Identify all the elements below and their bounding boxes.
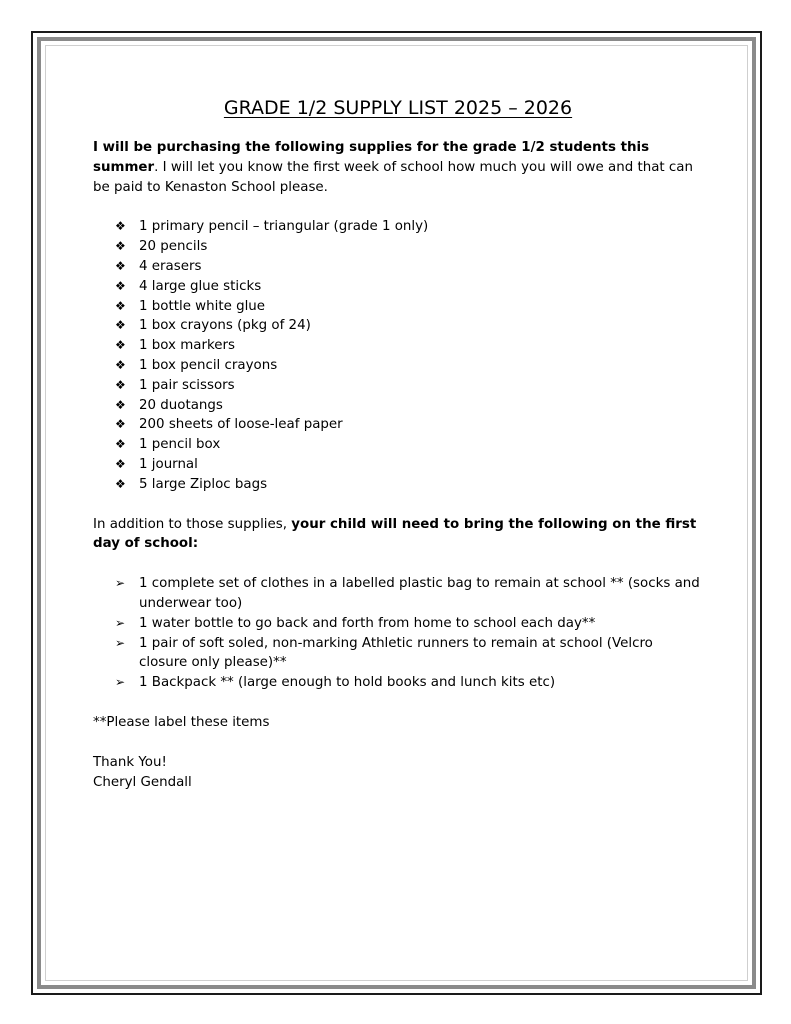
supply-item-text: 1 box crayons (pkg of 24): [139, 318, 311, 334]
supply-item-text: 1 pair scissors: [139, 377, 235, 393]
diamond-bullet-icon: ❖: [115, 397, 126, 412]
supply-item-text: 1 bottle white glue: [139, 298, 266, 314]
addition-plain-text: In addition to those supplies,: [93, 516, 292, 532]
supply-item-text: 1 box pencil crayons: [139, 357, 278, 373]
arrow-bullet-icon: ➢: [115, 576, 126, 591]
thanks-text: Thank You!: [93, 754, 167, 770]
supply-item-text: 200 sheets of loose-leaf paper: [139, 417, 343, 433]
diamond-bullet-icon: ❖: [115, 377, 126, 392]
supply-item-text: 1 box markers: [139, 338, 235, 354]
supply-item: [93, 316, 703, 336]
supplies-list: [93, 217, 703, 494]
supply-item: [93, 435, 703, 455]
bring-item: [93, 614, 703, 634]
arrow-bullet-icon: ➢: [115, 635, 126, 650]
supply-item-text: 1 journal: [139, 456, 198, 472]
diamond-bullet-icon: ❖: [115, 417, 126, 432]
bring-item-text: 1 water bottle to go back and forth from home to school each day**: [139, 615, 596, 631]
bring-item: [93, 673, 703, 693]
supply-item-text: 4 large glue sticks: [139, 278, 262, 294]
supply-item: [93, 455, 703, 475]
supply-item: [93, 336, 703, 356]
supply-item: [93, 356, 703, 376]
bring-items-list: [93, 574, 703, 693]
diamond-bullet-icon: ❖: [115, 239, 126, 254]
diamond-bullet-icon: ❖: [115, 298, 126, 313]
addition-bold-text: your child will need to bring the following on the first day of school:: [93, 516, 697, 552]
label-note: **Please label these items: [93, 714, 270, 730]
intro-paragraph: [93, 138, 703, 197]
diamond-bullet-icon: ❖: [115, 278, 126, 293]
bring-item-text: 1 Backpack ** (large enough to hold books and lunch kits etc): [139, 675, 556, 691]
arrow-bullet-icon: ➢: [115, 615, 126, 630]
diamond-bullet-icon: ❖: [115, 476, 126, 491]
supply-item-text: 20 pencils: [139, 239, 208, 255]
supply-item: [93, 376, 703, 396]
supply-item: [93, 237, 703, 257]
bring-item-text: 1 complete set of clothes in a labelled plastic bag to remain at school ** (socks and underwear too): [139, 576, 700, 611]
supply-item: [93, 396, 703, 416]
supply-item-text: 1 pencil box: [139, 437, 221, 453]
intro-rest-text: . I will let you know the first week of school how much you will owe and that can be paid to Kenaston School please.: [93, 159, 693, 195]
diamond-bullet-icon: ❖: [115, 456, 126, 471]
bring-item-text: 1 pair of soft soled, non-marking Athletic runners to remain at school (Velcro closure only please)**: [139, 635, 653, 671]
document-body: [93, 95, 703, 792]
supply-item: [93, 217, 703, 237]
diamond-bullet-icon: ❖: [115, 357, 126, 372]
diamond-bullet-icon: ❖: [115, 258, 126, 273]
supply-item: [93, 277, 703, 297]
diamond-bullet-icon: ❖: [115, 219, 126, 234]
supply-item-text: 5 large Ziploc bags: [139, 476, 268, 492]
addition-paragraph: [93, 515, 703, 555]
supply-item-text: 4 erasers: [139, 258, 202, 274]
supply-item-text: 1 primary pencil – triangular (grade 1 only): [139, 219, 429, 235]
spacer: [93, 733, 703, 753]
bring-item: [93, 574, 703, 614]
intro-bold-text: I will be purchasing the following supplies for the grade 1/2 students this summer: [93, 140, 650, 175]
supply-item: [93, 257, 703, 277]
supply-item: [93, 415, 703, 435]
supply-item: [93, 475, 703, 495]
arrow-bullet-icon: ➢: [115, 675, 126, 690]
diamond-bullet-icon: ❖: [115, 437, 126, 452]
diamond-bullet-icon: ❖: [115, 338, 126, 353]
bring-item: [93, 634, 703, 674]
supply-item: [93, 297, 703, 317]
diamond-bullet-icon: ❖: [115, 318, 126, 333]
supply-item-text: 20 duotangs: [139, 397, 223, 413]
document-title: GRADE 1/2 SUPPLY LIST 2025 – 2026: [223, 97, 573, 119]
signature-text: Cheryl Gendall: [93, 774, 192, 790]
